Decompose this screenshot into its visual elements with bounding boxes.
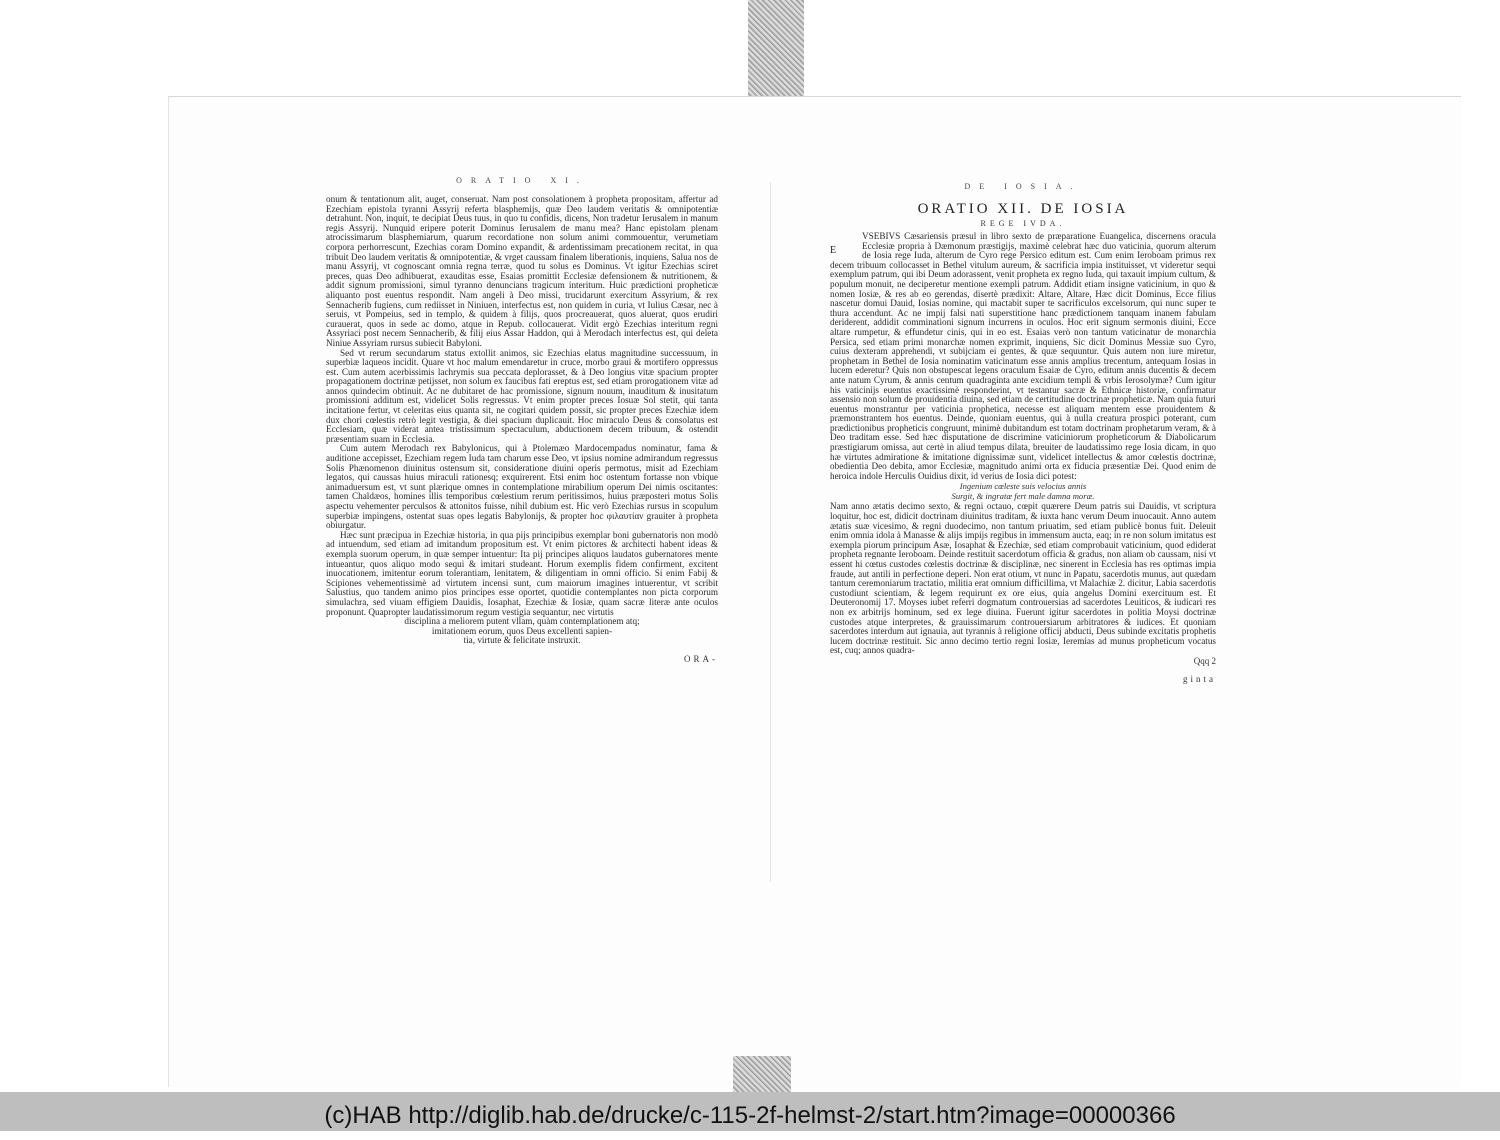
paragraph: Cum autem Merodach rex Babylonicus, qui à Ptolemæo Mardocempadus nominatur, fama & auditione accepisset, Ezechiam regem Iuda tam charum esse Deo, vt ipsius nomine admirandum regressus Solis Phænomenon diuinitus ostensum sit, consideratione diuini operis permotus, misit ad Ezechiam legatos, qui caussas huius miraculi rationesq; exquirerent. Etsi enim hoc ostentum fortasse non vbique animaduersum est, vt sunt plærique omnes in contemplatione mirabilium operum Dei nimis oscitantes: tamen Chaldæos, homines illis temporibus cœlestium rerum peritissimos, huius præposteri motus Solis aspectu vehementer perculsos & attonitos fuisse, nihil dubium est. Hic verò Ezechias rursus in scopulum superbiæ impingens, ostentat suas opes legatis Babylonijs, & propter hoc φιλαυτίαν grauiter à propheta obiurgatur. — [326, 443, 718, 531]
drop-cap: E — [830, 245, 837, 256]
oration-title: ORATIO XII. DE IOSIA — [917, 201, 1129, 217]
paragraph: Hæc sunt præcipua in Ezechiæ historia, in qua pijs principibus exemplar boni gubernatoris non modò ad intuendum, sed etiam ad imitandum propositum est. Vt enim pictores & architecti habent ideas & exempla suorum operum, in quæ semper intuentur: Ita pij principes aliquos laudatos gubernatores mente intueantur, quos aliquo modo sequi & imitari studeant. Horum exemplis fidem confirment, excitent inuocationem, imitentur eorum tolerantiam, lenitatem, & diligentiam in omni officio. Si enim Fabij & Scipiones vehementissimè ad virtutem incensi sunt, cum maiorum imagines intuerentur, vt scribit Salustius, quo tandem animo pios principes esse oportet, quotidie contemplantes non picta corporum simulachra, sed viuam effigiem Dauidis, Iosaphat, Ezechiæ & Iosiæ, quam sacræ literæ ante oculos proponunt. Quapropter laudatissimorum regum vestigia sequantur, nec virtutis — [326, 529, 718, 617]
catchword-right: ginta — [1183, 673, 1216, 684]
paragraph: onum & tentationum alit, auget, conseruat. Nam post consolationem à propheta propositam, affertur ad Ezechiam epistola tyranni Assyrij referta blasphemijs, quæ Deo laudem veritatis & omnipotentiæ detrahunt. Non, inquit, te decipiat Deus tuus, in quo tu confidis, dicens, Non tradetur Ierusalem in manum regis Assyrij. Nunquid eripere poterit Dominus Ierusalem de manu mea? Hanc epistolam plenam atrocissimarum blasphemiarum, quarum recordatione non solum animi commouentur, verumetiam corpora perhorrescunt, Ezechias coram Domino expandit, & ardentissimam precationem recitat, in qua tribuit Deo laudem veritatis & omnipotentiæ, & vrget caussam finalem liberationis, inquiens, Salua nos de manu Assyrij, vt cognoscant omnia regna terræ, quod tu solus es Dominus. Vt igitur Ezechias sciret preces, quas Deo adhibuerat, exauditas esse, Esaias promittit Ecclesiæ defensionem & nutritionem, & addit signum promissioni, simul tyranno denuncians tragicum interitum. Huic prædictioni propheticæ aliquanto post euentus respondit. Nam angeli à Deo missi, trucidarunt exercitum Assyrium, & rex Sennacherib fugiens, cum rediisset in Niniuen, interfectus est, non quidem in curia, vt Iulius Cæsar, nec à seruis, vt Pompeius, sed in templo, & quidem à filijs, quos procreauerat, quos aluerat, quos erudiri curauerat, quos in sede ac domo, atque in Repub. collocauerat. Vidit ergò Ezechias interitum regni Assyriaci post necem Sennacherib, & filij eius Assar Haddon, qui à Merodach interfectus est, qui deleta Niniue Assyriam rursus subiecit Babyloni. — [326, 194, 718, 348]
closing-line: imitationem eorum, quos Deus excellenti sapien- — [431, 625, 613, 636]
right-page — [830, 182, 1216, 684]
scan-edge-bottom — [733, 1056, 791, 1092]
running-head-left: ORATIO XI. — [456, 176, 588, 185]
catchword-left: ORA- — [684, 653, 718, 664]
footer-text: (c)HAB http://diglib.hab.de/drucke/c-115-2f-helmst-2/start.htm?image=00000366 — [324, 1102, 1176, 1129]
page-gutter — [770, 182, 771, 882]
verse-line: Surgit, & ingratæ fert male damna moræ. — [951, 491, 1095, 502]
signature-mark: Qqq 2 — [1193, 655, 1216, 666]
paragraph: VSEBIVS Cæsariensis præsul in libro sexto de præparatione Euangelica, discernens oracula Ecclesiæ propria à Dæmonum præstigijs, maximè celebrat hæc duo vaticinia, quorum alterum de Iosia rege Iuda, alterum de Cyro rege Persico editum est. Cum enim Ieroboam primus rex decem tribuum collocasset in Bethel vitulum aureum, & sacrificia impia instituisset, vt videretur sequi exemplum patrum, qui ibi Deum adorassent, venit propheta ex regno Iuda, qui taxauit impium cultum, & populum monuit, ne deciperetur mentione exempli patrum. Addidit etiam insigne vaticinium, in quo & nomen Iosiæ, & res ab eo gerendas, disertè prædixit: Altare, Altare, Hæc dicit Dominus, Ecce filius nascetur domui Dauid, Iosias nomine, qui mactabit super te sacrificulos excelsorum, qui nunc super te thura accendunt. Ac ne impij falsi nati superstitione hanc prædictionem tanquam inanem fabulam deriderent, addidit comminationi signum incurrens in oculos. Hoc erit signum sermonis diuini, Ecce altare rumpetur, & effundetur cinis, qui in eo est. Esaias verò non tantum vaticinatur de monarchia Persica, sed etiam primi monarchæ nomen exprimit, inquiens, Sic dicit Dominus Messiæ suo Cyro, cuius dexteram apprehendi, vt subijciam ei gentes, & quæ sequuntur. Quis autem non iure miretur, prophetam in Bethel de Iosia nominatim vaticinatum esse annis amplius trecentum, antequam Iosias in lucem ederetur? Quis non obstupescat legens oraculum Esaiæ de Cyro, editum annis ducentis & decem ante natum Cyrum, & annis centum quadraginta ante excidium templi & vrbis Ierosolymæ? Cum igitur his vaticinijs euentus exactissimè responderint, vt testantur sacræ & Ethnicæ historiæ, confirmatur assensio non solum de prouidentia diuina, sed etiam de certitudine doctrinæ propheticæ. Nam quia futuri euentus monstrantur per vaticinia prophetica, necesse est aliquam mentem esse prouidentem & præmonstrantem hos euentus. Deinde, quoniam euentus, qui à nulla creatura prospici poterant, cum prædictionibus propheticis congruunt, minimè dubitandum est totam doctrinam prophetarum veram, & à Deo traditam esse. Sed hæc disputatione de discrimine vaticiniorum propheticorum & Diabolicarum præstigiarum omissa, aut certè in aliud tempus dilata, breuiter de laudatissimo rege Iosia dicam, in quo hæ virtutes admiratione & imitatione dignissimæ sunt, videlicet intellectus & amor cœlestis doctrinæ, obedientia Deo debita, amor Ecclesiæ, magnitudo animi orta ex fiducia præsentiæ Dei. Quod enim de heroica indole Herculis Ouidius dixit, id verius de Iosia dici potest: — [830, 231, 1216, 481]
paragraph: Sed vt rerum secundarum status extollit animos, sic Ezechias elatus magnitudine successuum, in superbiæ laqueos incidit. Quare vt hoc malum emendaretur in cruce, morbo graui & mortifero oppressus est. Cum autem acerbissimis lachrymis sua peccata deplorasset, & à Deo longius vitæ spacium propter propagationem doctrinæ petijsset, non solum ex faucibus fati ereptus est, sed etiam prorogationem vitæ ad annos quindecim obtinuit. Ac ne dubitaret de hac promissione, signum nouum, inauditum & inusitatum promissioni additum est, videlicet Solis regressus. Vt enim propter preces Iosuæ Sol stetit, qui tanta incitatione fertur, vt celeritas eius quanta sit, ne cogitari quidem possit, sic propter preces Ezechiæ idem dux chori cœlestis retrò legit vestigia, & diei spacium duplicauit. Hoc miraculo Deus & consolatus est Ecclesiam, quæ viderat antea tristissimum spectaculum, abductionem decem tribuum, & ostendit præsentiam suam in Ecclesia. — [326, 347, 718, 444]
oration-subtitle: REGE IVDA. — [980, 219, 1066, 228]
copyright-footer — [0, 1092, 1500, 1131]
verse-line: Ingenium cœleste suis velocius annis — [959, 481, 1087, 492]
running-head-right: DE IOSIA. — [964, 182, 1082, 191]
left-page — [326, 176, 718, 664]
closing-line: tia, virtute & felicitate instruxit. — [463, 635, 581, 646]
paragraph: Nam anno ætatis decimo sexto, & regni octauo, cœpit quærere Deum patris sui Dauidis, vt scriptura loquitur, hoc est, didicit doctrinam diuinitus traditam, & iuxta hanc verum Deum inuocauit. Anno autem ætatis suæ vicesimo, & regni duodecimo, non tantum priuatim, sed etiam publicè bonus fuit. Deleuit enim omnia idola à Manasse & alijs impijs regibus in immensum aucta, eaq; in re non solum imitatus est exempla piorum principum Asæ, Iosaphat & Ezechiæ, sed etiam comprobauit vaticinium, quod ediderat propheta regnante Ieroboam. Deinde restituit sacerdotum officia & gradus, non aliam ob caussam, nisi vt essent hi cœtus custodes cœlestis doctrinæ & disciplinæ, nec sinerent in Ecclesia has res optimas impia fraude, aut antili in perfectione deperi. Non erat otium, vt nunc in Papatu, sacerdotis munus, aut quædam tantum ceremoniarum tractatio, militia erat omnium difficillima, vt Malachiæ 2. dicitur, Labia sacerdotis custodiunt scientiam, & legem requirunt ex ore eius, quia angelus Domini exercituum est. Et Deuteronomij 17. Moyses iubet referri dogmatum controuersias ad sacerdotes Leuiticos, & iudicari res non ex arbitrijs hominum, sed ex lege diuina. Fuerunt igitur sacerdotes in politia Moysi doctrinæ custodes atque interpretes, & grauissimarum controuersiarum arbitratores & iudices. Et quoniam sacerdotes interdum aut ignauia, aut tyrannis à religione officij abducti, Deus subinde excitatis prophetis lucem doctrinæ restituit. Sic anno decimo tertio regni Iosiæ, Ieremias ad munus propheticum vocatus est, cuq; annos quadra- — [830, 501, 1216, 656]
scan-edge-top — [748, 0, 804, 104]
closing-line: disciplina a meliorem putent vllam, quàm contemplationem atq; — [404, 616, 640, 627]
